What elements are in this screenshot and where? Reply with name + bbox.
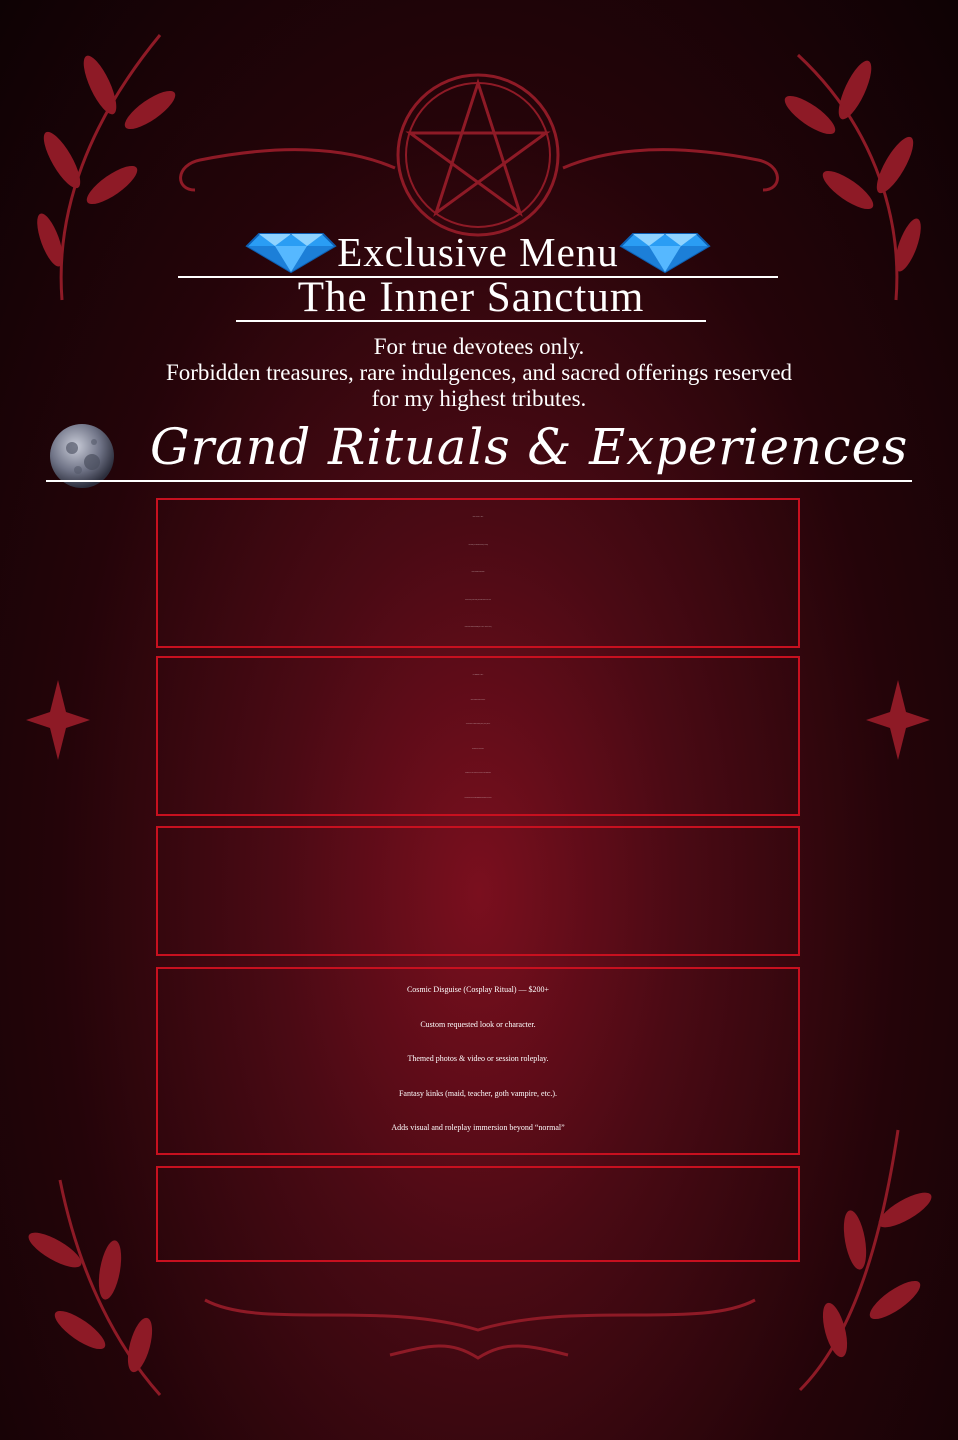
offering-heading: The Summoning — $400+ [472, 675, 484, 676]
offering-detail: Client gets the sense of being “summoned and bound” in the service [464, 797, 492, 799]
offering-detail: Multi-day/multi-session experience. [470, 699, 486, 701]
offering-detail: Themed photos & video or session roleplay. [407, 1054, 549, 1063]
offering-heading [158, 1173, 798, 1194]
intro-line: Forbidden treasures, rare indulgences, and sacred offerings reserved [165, 360, 793, 385]
offering-detail: Could include combined mediums (chat + audio + photos or video) [464, 627, 492, 628]
offering-card-ritual-ascension [156, 498, 800, 648]
offering-detail [158, 929, 798, 953]
offering-detail: Designed to feel like a ritual cycle or story arc with progression. [465, 773, 491, 774]
offering-detail: Adds visual and roleplay immersion beyond “normal” [391, 1123, 565, 1132]
offering-detail [158, 1194, 798, 1215]
offering-detail: Priority booking and scheduling. [471, 572, 485, 573]
intro-line: For true devotees only. [373, 334, 585, 359]
offering-detail: Tailored roleplay, kink energies, and themes chosen by the client. [464, 599, 492, 601]
section-title: Grand Rituals & Experiences [150, 418, 909, 476]
offering-heading: Ritual Ascension — $250+ [472, 517, 484, 518]
offering-detail [158, 881, 798, 905]
offering-detail [158, 857, 798, 881]
title-line-1: Exclusive Menu [337, 229, 619, 275]
offering-card-cosmic-disguise [156, 967, 800, 1155]
intro-line: for my highest tributes. [371, 386, 587, 411]
gem-icon [245, 230, 337, 274]
offering-heading [158, 833, 798, 857]
title-inner-sanctum: The Inner Sanctum [236, 276, 706, 322]
offering-card-the-summoning [156, 656, 800, 816]
offering-card-devotional-bond [156, 826, 800, 956]
offering-card-mystic-immersion [156, 1166, 800, 1262]
offering-detail: interaction over several days. [472, 748, 484, 750]
title-exclusive-menu [178, 228, 778, 278]
offering-detail: Layered content: a combo of audios, photos, videos, and live [465, 724, 491, 725]
offering-detail: Fantasy kinks (maid, teacher, goth vampire, etc.). [398, 1088, 558, 1098]
offering-detail [158, 905, 798, 929]
offering-detail [158, 1235, 798, 1256]
offering-detail: A long-form, fully customized session (2+ hours). [467, 544, 488, 546]
offering-heading: Cosmic Disguise (Cosplay Ritual) — $200+ [406, 985, 550, 994]
offering-detail [158, 1214, 798, 1235]
offering-detail: Custom requested look or character. [420, 1019, 536, 1029]
gem-icon [619, 230, 711, 274]
section-divider [46, 480, 912, 482]
